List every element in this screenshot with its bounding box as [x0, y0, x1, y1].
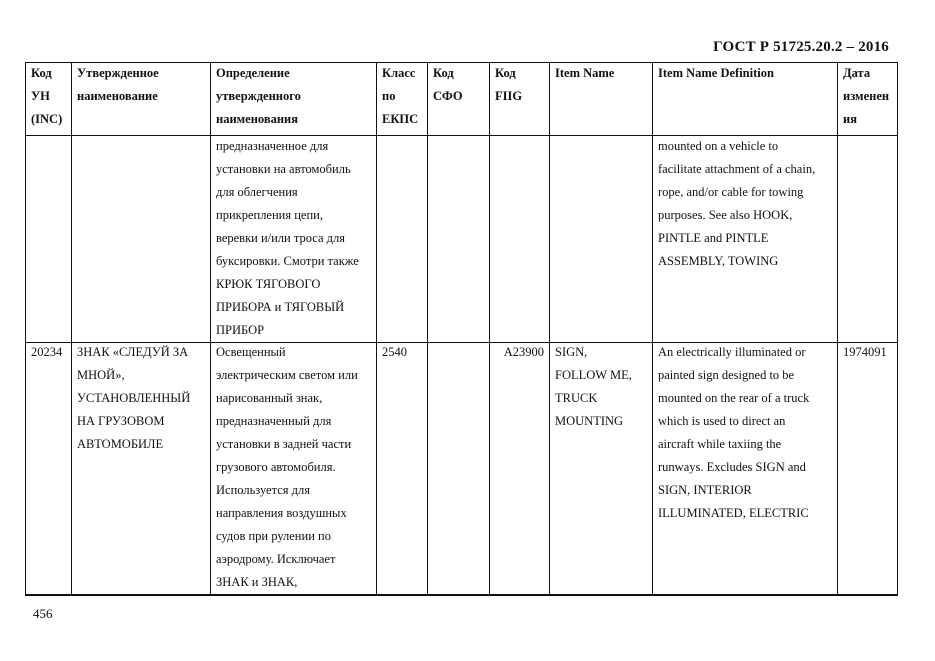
- cell-class-ekps: [377, 136, 428, 343]
- column-header-code-sfo: Код СФО: [428, 63, 490, 136]
- cell-code-sfo: [428, 136, 490, 343]
- item-name-table: [25, 62, 898, 596]
- cell-date-changed: 1974091: [838, 343, 898, 596]
- cell-code-fiig: A23900: [490, 343, 550, 596]
- cell-date-changed: [838, 136, 898, 343]
- cell-code-inc: [26, 136, 72, 343]
- cell-item-name: SIGN, FOLLOW ME, TRUCK MOUNTING: [550, 343, 653, 596]
- cell-item-name: [550, 136, 653, 343]
- column-header-code-fiig: Код FIIG: [490, 63, 550, 136]
- cell-definition-ru: Освещенный электрическим светом или нарисованный знак, предназначенный для установки в задней части грузового автомобиля. Используется для направления воздушных судов при рулении по аэродрому. Исключает ЗНАК и ЗНАК,: [211, 343, 377, 596]
- cell-definition-ru: предназначенное для установки на автомобиль для облегчения прикрепления цепи, веревки и/или троса для буксировки. Смотри также КРЮК ТЯГОВОГО ПРИБОРА и ТЯГОВЫЙ ПРИБОР: [211, 136, 377, 343]
- column-header-item-name: Item Name: [550, 63, 653, 136]
- table-header-row: [26, 63, 898, 136]
- cell-item-definition: An electrically illuminated or painted sign designed to be mounted on the rear of a truck which is used to direct an aircraft while taxiing the runways. Excludes SIGN and SIGN, INTERIOR ILLUMINATED, ELECTRIC: [653, 343, 838, 596]
- cell-code-sfo: [428, 343, 490, 596]
- page-number: 456: [33, 606, 53, 621]
- column-header-item-name-definition: Item Name Definition: [653, 63, 838, 136]
- cell-code-inc: 20234: [26, 343, 72, 596]
- column-header-date-changed: Дата изменен ия: [838, 63, 898, 136]
- table-row: [26, 136, 898, 343]
- column-header-code-inc: Код УН (INC): [26, 63, 72, 136]
- column-header-approved-name: Утвержденное наименование: [72, 63, 211, 136]
- column-header-definition: Определение утвержденного наименования: [211, 63, 377, 136]
- cell-item-definition: mounted on a vehicle to facilitate attachment of a chain, rope, and/or cable for towing purposes. See also HOOK, PINTLE and PINTLE ASSEMBLY, TOWING: [653, 136, 838, 343]
- cell-approved-name: ЗНАК «СЛЕДУЙ ЗА МНОЙ», УСТАНОВЛЕННЫЙ НА ГРУЗОВОМ АВТОМОБИЛЕ: [72, 343, 211, 596]
- column-header-class-ekps: Класс по ЕКПС: [377, 63, 428, 136]
- document-standard-header: ГОСТ Р 51725.20.2 – 2016: [713, 39, 889, 55]
- cell-class-ekps: 2540: [377, 343, 428, 596]
- cell-approved-name: [72, 136, 211, 343]
- table-row: [26, 343, 898, 596]
- cell-code-fiig: [490, 136, 550, 343]
